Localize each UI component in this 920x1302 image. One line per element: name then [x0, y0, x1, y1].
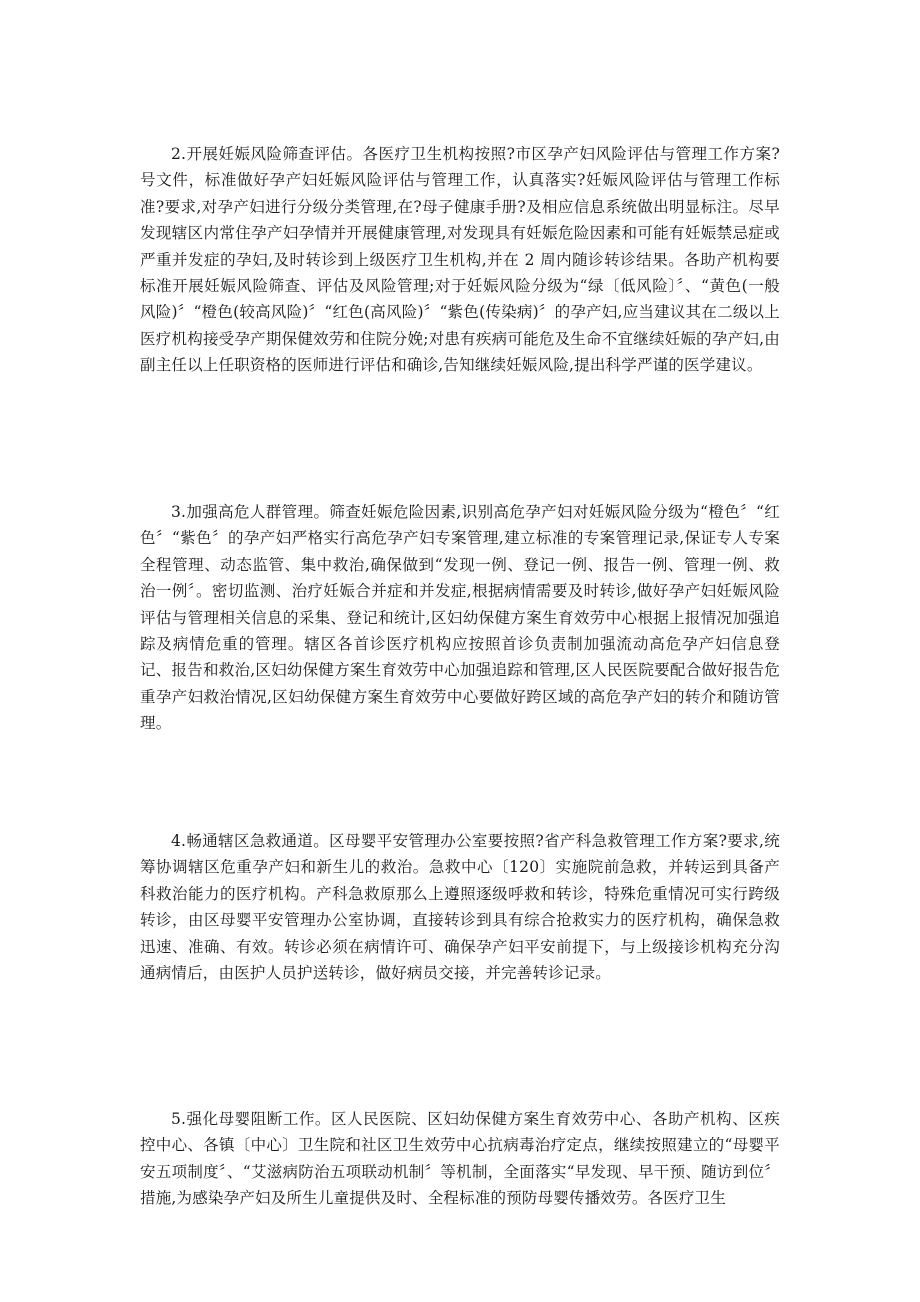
paragraph-risk-screening: 2.开展妊娠风险筛查评估。各医疗卫生机构按照?市区孕产妇风险评估与管理工作方案?号文件，标准做好孕产妇妊娠风险评估与管理工作，认真落实?妊娠风险评估与管理工作标准?要求,对孕产妇进行分级分类管理,在?母子健康手册?及相应信息系统做出明显标注。尽早发现辖区内常住孕产妇孕情并开展健康管理,对发现具有妊娠危险因素和可能有妊娠禁忌症或严重并发症的孕妇,及时转诊到上级医疗卫生机构,并在 2 周内随诊转诊结果。各助产机构要标准开展妊娠风险筛查、评估及风险管理;对于妊娠风险分级为“绿〔低风险〕〞、“黄色(一般风险)〞“橙色(较高风险)〞“红色(高风险)〞“紫色(传染病)〞的孕产妇,应当建议其在二级以上医疗机构接受孕产期保健效劳和住院分娩;对患有疾病可能危及生命不宜继续妊娠的孕产妇,由副主任以上任职资格的医师进行评估和确诊,告知继续妊娠风险,提出科学严谨的医学建议。 — [140, 145, 780, 375]
paragraph-high-risk-management: 3.加强高危人群管理。筛查妊娠危险因素,识别高危孕产妇对妊娠风险分级为“橙色〞“红色〞“紫色〞的孕产妇严格实行高危孕产妇专案管理,建立标准的专案管理记录,保证专人专案全程管理、动态监管、集中救治,确保做到“发现一例、登记一例、报告一例、管理一例、救治一例〞。密切监测、治疗妊娠合并症和并发症,根据病情需要及时转诊,做好孕产妇妊娠风险评估与管理相关信息的采集、登记和统计,区妇幼保健方案生育效劳中心根据上报情况加强追踪及病情危重的管理。辖区各首诊医疗机构应按照首诊负责制加强流动高危孕产妇信息登记、报告和救治,区妇幼保健方案生育效劳中心加强追踪和管理,区人民医院要配合做好报告危重孕产妇救治情况,区妇幼保健方案生育效劳中心要做好跨区域的高危孕产妇的转介和随访管理。 — [140, 503, 780, 733]
paragraph-emergency-channel: 4.畅通辖区急救通道。区母婴平安管理办公室要按照?省产科急救管理工作方案?要求,统筹协调辖区危重孕产妇和新生儿的救治。急救中心〔120〕实施院前急救，并转运到具备产科救治能力的医疗机构。产科急救原那么上遵照逐级呼救和转诊，特殊危重情况可实行跨级转诊，由区母婴平安管理办公室协调，直接转诊到具有综合抢救实力的医疗机构，确保急救迅速、准确、有效。转诊必须在病情许可、确保孕产妇平安前提下，与上级接诊机构充分沟通病情后，由医护人员护送转诊，做好病员交接，并完善转诊记录。 — [140, 832, 780, 983]
paragraph-mother-infant-blocking: 5.强化母婴阻断工作。区人民医院、区妇幼保健方案生育效劳中心、各助产机构、区疾控中心、各镇〔中心〕卫生院和社区卫生效劳中心抗病毒治疗定点，继续按照建立的“母婴平安五项制度〞、“艾滋病防治五项联动机制〞等机制，全面落实“早发现、早干预、随访到位〞措施,为感染孕产妇及所生儿童提供及时、全程标准的预防母婴传播效劳。各医疗卫生 — [140, 1110, 780, 1208]
